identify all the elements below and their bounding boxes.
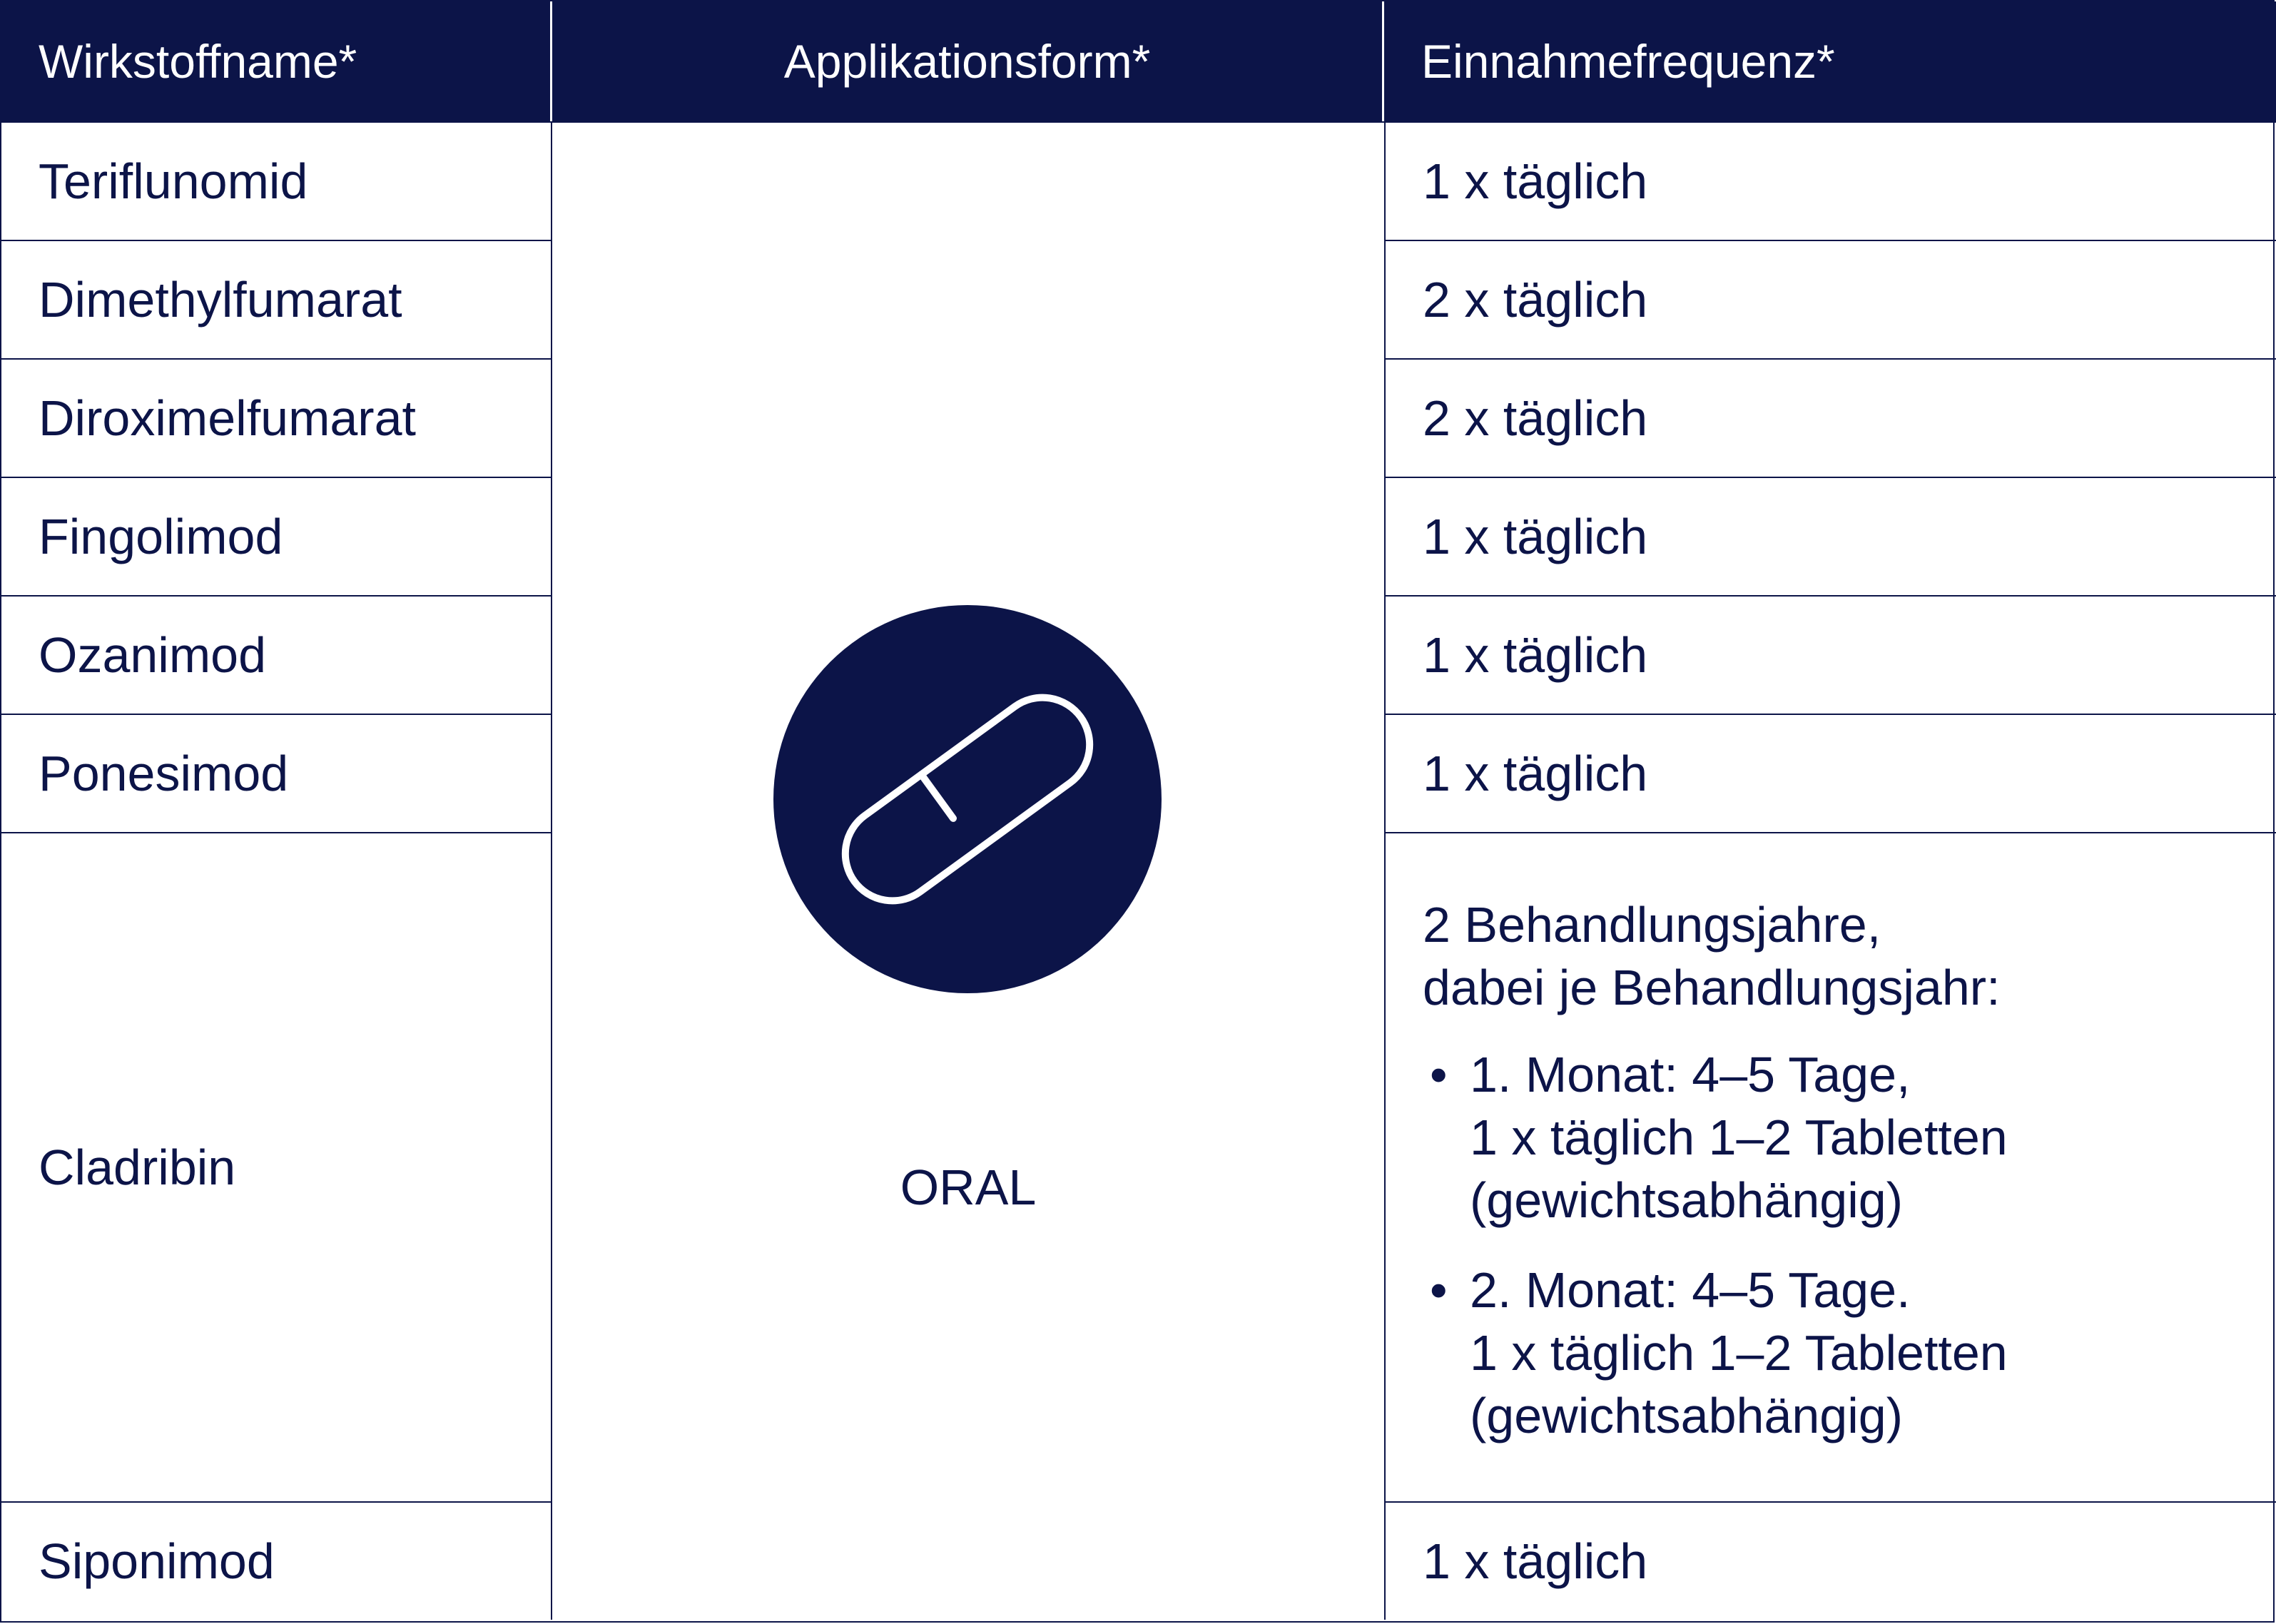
- bullet-dot: •: [1430, 1262, 1448, 1318]
- header-einnahmefrequenz: Einnahmefrequenz*: [1384, 1, 2276, 121]
- application-form-cell: [552, 121, 1384, 1620]
- drug-name-cell: Siponimod: [1, 1501, 552, 1620]
- cladribin-bullet-month2: [1423, 1259, 2008, 1447]
- header-wirkstoffname: Wirkstoffname*: [1, 1, 552, 121]
- drug-name-cell: Fingolimod: [1, 477, 552, 595]
- bullet-line: (gewichtsabhängig): [1470, 1172, 1904, 1228]
- bullet-dot: •: [1430, 1047, 1448, 1102]
- pill-icon: [773, 605, 1162, 993]
- frequency-cell: 1 x täglich: [1384, 1501, 2276, 1620]
- frequency-cell: 2 x täglich: [1384, 358, 2276, 477]
- drug-name-cell: Cladribin: [1, 832, 552, 1501]
- cladribin-frequency-cell: [1384, 832, 2276, 1501]
- frequency-cell: 2 x täglich: [1384, 240, 2276, 358]
- cladribin-intro-line: dabei je Behandlungsjahr:: [1423, 960, 2001, 1015]
- frequency-cell: 1 x täglich: [1384, 714, 2276, 832]
- cladribin-bullet-month1: [1423, 1043, 2008, 1232]
- application-label: ORAL: [900, 1159, 1037, 1215]
- bullet-line: 1. Monat: 4–5 Tage,: [1470, 1047, 1911, 1102]
- drug-name-cell: Diroximelfumarat: [1, 358, 552, 477]
- frequency-cell: 1 x täglich: [1384, 477, 2276, 595]
- bullet-line: 2. Monat: 4–5 Tage.: [1470, 1262, 1911, 1318]
- drug-name-cell: Dimethylfumarat: [1, 240, 552, 358]
- drug-name-cell: Teriflunomid: [1, 121, 552, 240]
- bullet-line: 1 x täglich 1–2 Tabletten: [1470, 1110, 2008, 1165]
- drug-name-cell: Ponesimod: [1, 714, 552, 832]
- frequency-cell: 1 x täglich: [1384, 595, 2276, 714]
- cladribin-intro-line: 2 Behandlungsjahre,: [1423, 897, 1881, 953]
- frequency-cell: 1 x täglich: [1384, 121, 2276, 240]
- bullet-line: (gewichtsabhängig): [1470, 1388, 1904, 1443]
- bullet-line: 1 x täglich 1–2 Tabletten: [1470, 1325, 2008, 1381]
- header-applikationsform: Applikationsform*: [552, 1, 1384, 121]
- drug-name-cell: Ozanimod: [1, 595, 552, 714]
